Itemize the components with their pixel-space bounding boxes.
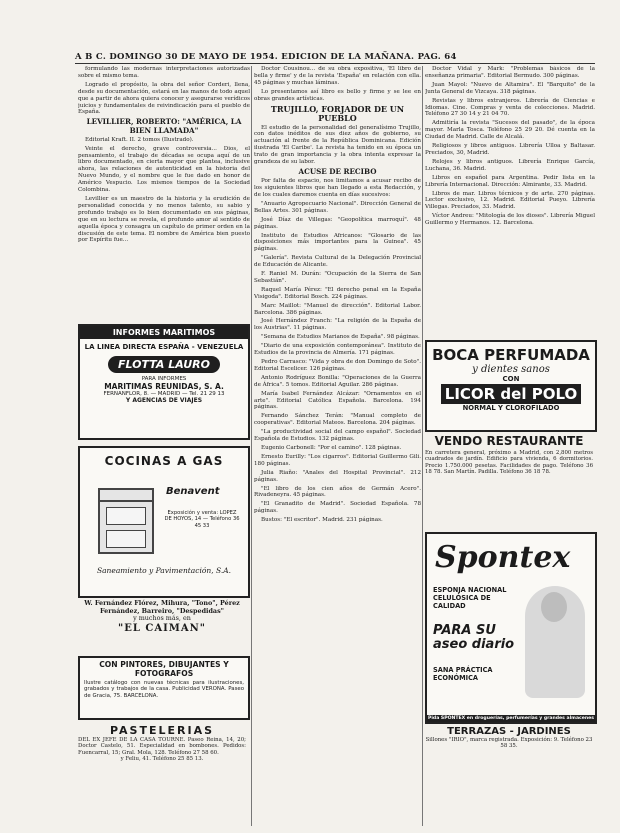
ad-title: VENDO RESTAURANTE [434,434,584,448]
review-heading: TRUJILLO, FORJADOR DE UN PUEBLO [270,103,405,123]
ad-text: Exposición y venta: LOPEZ DE HOYOS, 14 — Teléfono 36 45 33 [164,510,240,529]
list-item: Fernando Sánchez Terán: "Manual completo de cooperativas". Editorial Mateos. Barcelona. 204 páginas. [254,413,421,427]
ad-company: MARITIMAS REUNIDAS, S. A. [104,382,224,391]
column-1-text [78,66,250,316]
classified: Víctor Andreu: "Mitología de los dioses". Librería Miguel Guillermo y Hermanos. 12. Barcelona. [425,213,595,227]
ad-title: CON PINTORES, DIBUJANTES Y FOTOGRAFOS [99,660,229,678]
ad-line: LA LINEA DIRECTA ESPAÑA - VENEZUELA [84,343,244,351]
list-item: José Díaz de Villegas: "Geopolítica marroquí". 48 páginas. [254,216,421,230]
section-heading: ACUSE DE RECIBO [298,166,377,176]
ad-text: Sillones "IRIO", marca registrada. Exposición: 9. Teléfono 23 58 35. [425,737,593,750]
list-item: Ernesto Eurilly: "Los cigarros". Editorial Guillermo Gili. 180 páginas. [254,453,421,467]
header-rule [75,63,595,64]
ad-title: BOCA PERFUMADA [432,346,590,364]
ad-brand: LICOR del POLO [441,384,581,404]
ad-maker: Saneamiento y Pavimentación, S.A. [96,566,232,575]
list-item: "Diario de una exposición contemporánea". Instituto de Estudios de la provincia de Almería. 171 páginas. [254,343,421,357]
ad-text: DEL EX JEFE DE LA CASA TOURNE. Paseo Reina, 14, 20; Doctor Castelo, 51. Especialidad en bombones. Pedidos: Fuencarral, 15; Gral. Mola, 128. Teléfono 27 58 60. [78,737,246,756]
list-item: Julia Riaño: "Anales del Hospital Provincial". 212 páginas. [254,469,421,483]
paragraph: Lo presentamos así libro es bello y firme y se lee en obras grandes artísticas. [254,88,421,102]
list-item: Bustos: "El escritor". Madrid. 231 páginas. [261,517,383,524]
paragraph: formulando las modernas interpretaciones autorizadas sobre el mismo tema. [78,66,250,79]
ad-terrazas-jardines [425,726,593,750]
classified: Libros en español para Argentina. Pedir lista en la Librería Internacional. Dirección: Almirante, 33. Madrid. [425,174,595,188]
ad-text: En carretera general, próximo a Madrid, con 2,800 metros cuadrados de jardín. Edificio para vivienda, 6 dormitorios. Precio 1.750.000 pesetas. Facilidades de pago. Teléfono 36 18 78. San Martín. Padilla. Teléfono 36 18 78. [425,450,593,476]
ad-text: CON [502,375,520,383]
list-item: Eugenio Carbonell: "Por el camino". 128 páginas. [261,444,402,451]
paragraph: Levillier es un maestro de la historia y la erudición de personalidad conocida y no menos talento, su sabio y profundo trabajo es lo bien documentado en sus páginas, que en su lectura se revela, el profundo amor al sentido de aquella época y consagra un capítulo de primer orden en la discusión de este tema. El nombre de América bien puesto por Espíritu fue... [78,196,250,244]
list-item: F. Raniel M. Durán: "Ocupación de la Sierra de San Sebastián". [254,271,421,284]
list-item: "La productividad social del campo español". Sociedad Española de Estudios. 132 páginas. [254,429,421,443]
paragraph: Veinte el derecho, grave controversia... Dios, el pensamiento, el trabajo de décadas se ocupa aquí de un libro documentado, en cierta mayor que plantea, inclusive ahora, las relaciones de autenticidad en la historia del Nuevo Mundo, y el nombre que le fue dado en honor de Américo Vespucio. Los mismos tiempos de la Sociedad Colombina. [78,145,250,194]
classified: Revistas y libros extranjeros. Librería de Ciencias e Idiomas. Cine. Compras y venta de colecciones. Madrid. Teléfono 27 30 14 y 21 04 70. [425,97,595,118]
paragraph: El estudio de la personalidad del generalísimo Trujillo, con datos inéditos de sus diez años de gobierno, su actuación al frente de la República Dominicana. Edición ilustrada 'El Caribe'. La revista ha tenido en su época un trato de gran importancia y la obra intenta expresar la grandeza de su labor. [254,124,421,166]
ad-text: y Feliu, 41. Teléfono 25 85 13. [120,756,204,763]
list-item: Antonio Rodríguez Bonilla: "Operaciones de la Guerra de África". 5 tomos. Editorial Aguilar. 286 páginas. [254,374,421,388]
list-item: Instituto de Estudios Africanos: "Glosario de las disposiciones más importantes para la Guinea". 45 páginas. [254,232,421,253]
ad-informes-maritimos [78,324,250,440]
ad-el-caiman [80,600,244,632]
ad-licor-del-polo [425,340,597,432]
paragraph: Logrado el propósito, la obra del señor Corderi, llena, desde su documentación, estará en las manos de todo aquel que a partir de ahora quiera conocer y asegurarse verídicos juicios y fundamentales de reivindicación para el pueblo de España. [78,81,250,116]
paragraph: Doctor Cousinou... de su obra expositiva, 'El libro de bella y firme' y de la revista 'España' en relación con ella. 45 páginas y muchas láminas. [254,66,421,86]
ad-vendo-restaurante [425,434,593,526]
ad-text: y dientes sanos [472,364,550,375]
classified: Admitiría la revista "Sucesos del pasado", de la época mayor. Marla Tosca. Teléfono 25 29 20. Dé cuenta en la Ciudad de Madrid. Calle de Alcalá. [425,120,595,141]
ad-title: PASTELERIAS [109,724,215,737]
woman-illustration [525,586,585,698]
ad-agencies: Y AGENCIAS DE VIAJES [125,397,203,404]
paragraph: Editorial Kraft. II. 2 tomos (Ilustrado). [85,136,194,143]
list-item: Raquel María Pérez: "El derecho penal en la España Visigoda". Editorial Bosch. 224 páginas. [254,286,421,300]
ad-brand: Benavent [166,486,220,497]
review-heading: LEVILLIER, ROBERTO: "AMÉRICA, LA BIEN LLAMADA" [86,117,242,135]
ad-text: W. Fernández Flórez, Mihura, "Tono", Pérez Fernández, Barreiro, "Despedidas" [84,599,240,615]
ad-footer: Pida SPONTEX en droguerías, perfumerías y grandes almacenes [427,716,595,721]
classified: Libros de mar. Libros técnicos y de arte. 270 páginas. Lector exclusivo, 12. Madrid. Editorial Pueyo. Librería Villegas. Preciados, 33. Madrid. [425,190,595,211]
classified: Relojes y libros antiguos. Librería Enrique García, Luchana, 36. Madrid. [425,158,595,172]
ad-text: ESPONJA NACIONAL CELULÓSICA DE CALIDAD [433,586,507,610]
list-item: José Hernández Franch: "La religión de la España de los Austrias". 11 páginas. [254,318,421,332]
list-item: Pedro Carrasco: "Vida y obra de don Domingo de Soto". Editorial Escelicer. 126 páginas. [254,359,421,372]
ad-title: INFORMES MARITIMOS [80,326,248,339]
ad-spontex [425,532,597,724]
column-3-text [425,66,595,316]
list-item: "Anuario Agropecuario Nacional". Dirección General de Bellas Artes. 301 páginas. [254,200,421,214]
column-2-text [254,66,421,820]
classified: Religiosos y libros antiguos. Librería Ulloa y Baltasar. Preciados, 30, Madrid. [425,143,595,156]
list-item: "El Granadito de Madrid". Sociedad Española. 78 páginas. [254,501,421,515]
paragraph: Juan Mayol: "Nuevo de Altamira". El "Barquito" de la Junta General de Vizcaya. 318 páginas. [425,81,595,95]
paragraph: Por falta de espacio, nos limitamos a acusar recibo de los siguientes libros que han llegado a esta Redacción, y de los cuales daremos cuenta en días sucesivos: [254,178,421,198]
ad-brand: Spontex [435,540,571,575]
stove-illustration [98,488,154,554]
column-separator [422,66,423,826]
page-header: A B C. DOMINGO 30 DE MAYO DE 1954. EDICION DE LA MAÑANA. PAG. 64 [75,52,457,62]
ad-name: "EL CAIMAN" [118,622,206,634]
ad-pintores [78,656,250,720]
list-item: Marc Maillot: "Manuel de dirección". Editorial Labor. Barcelona. 386 páginas. [254,302,421,316]
ad-text: PARA SU aseo diario [433,623,515,652]
list-item: "El libro de los cien años de Germán Acero". Rivadeneyra. 45 páginas. [254,485,421,499]
list-item: "Semana de Estudios Marianos de España". 98 páginas. [261,334,420,341]
ad-address: FERNANFLOR, 8. — MADRID — Tel. 21 29 13 [103,391,225,397]
ad-text: NORMAL Y CLOROFILADO [462,404,560,412]
column-separator [251,66,252,826]
ad-text: Ilustre catálogo con nuevas técnicas para ilustraciones, grabados y trabajos de la casa. Publicidad VERONA. Paseo de Gracia, 75. BARCELONA. [84,680,244,699]
ad-title: COCINAS A GAS [104,454,224,468]
paragraph: Doctor Vidal y Mark: "Problemas básicos de la enseñanza primaria". Editorial Bermudo. 300 páginas. [425,66,595,79]
ad-text: y muchos más, en [133,614,191,623]
list-item: "Galería". Revista Cultural de la Delegación Provincial de Educación de Alicante. [254,255,421,269]
ad-title: TERRAZAS - JARDINES [447,726,571,737]
ad-cocinas-gas [78,446,250,598]
ad-text: SANA PRÁCTICA ECONÓMICA [433,666,493,682]
ad-pastelerias [78,724,246,796]
list-item: María Isabel Fernández Alcázar: "Ornamentos en el arte". Editorial Católica Española. Barcelona. 194 páginas. [254,390,421,411]
ad-text: PARA INFORMES [141,376,187,382]
ad-flota-logo: FLOTTA LAURO [108,356,220,373]
